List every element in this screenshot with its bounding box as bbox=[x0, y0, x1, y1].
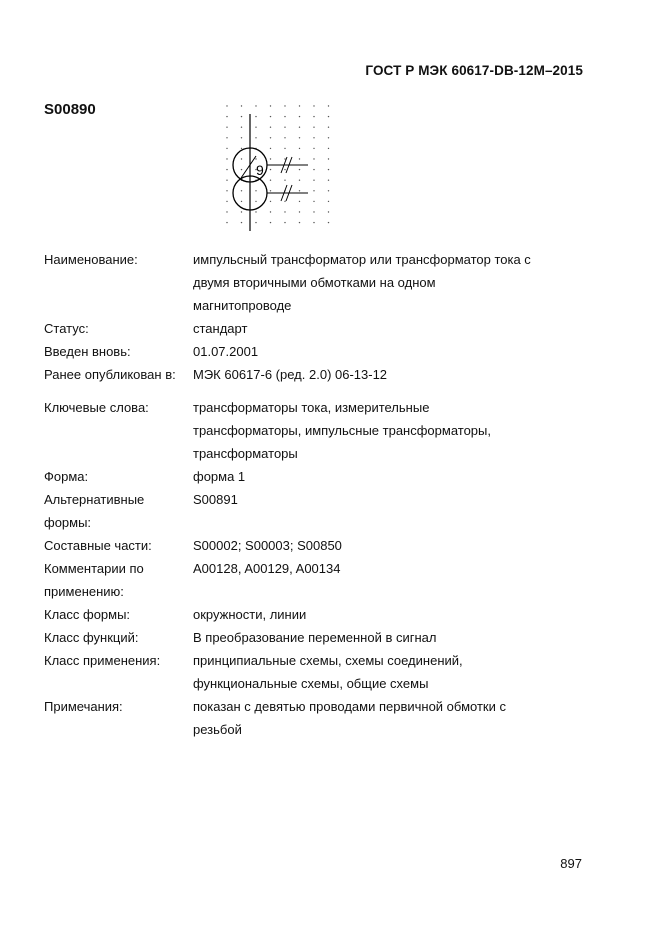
field-row bbox=[44, 363, 564, 386]
grid-dot bbox=[299, 169, 300, 170]
field-label: Класс применения: bbox=[44, 653, 161, 668]
grid-dot bbox=[299, 222, 300, 223]
field-value: В преобразование переменной в сигнал bbox=[193, 630, 437, 645]
grid-dot bbox=[255, 137, 256, 138]
grid-dot bbox=[328, 201, 329, 202]
grid-dot bbox=[284, 211, 285, 212]
grid-dot bbox=[299, 211, 300, 212]
grid-dot bbox=[226, 116, 227, 117]
field-row bbox=[44, 603, 564, 626]
grid-dot bbox=[284, 222, 285, 223]
field-label: Форма: bbox=[44, 469, 89, 484]
grid-dot bbox=[313, 127, 314, 128]
grid-dot bbox=[241, 201, 242, 202]
grid-dot bbox=[255, 201, 256, 202]
grid-dot bbox=[284, 105, 285, 106]
grid-dot bbox=[226, 180, 227, 181]
grid-dot bbox=[313, 116, 314, 117]
grid-dot bbox=[255, 222, 256, 223]
grid-dot bbox=[241, 148, 242, 149]
grid-dot bbox=[270, 211, 271, 212]
field-value: трансформаторы тока, измерительные трансформаторы, импульсные трансформаторы, трансформаторы bbox=[193, 400, 491, 461]
grid-dot bbox=[328, 222, 329, 223]
field-value: показан с девятью проводами первичной обмотки с резьбой bbox=[193, 699, 506, 737]
grid-dot bbox=[313, 158, 314, 159]
grid-dot bbox=[270, 190, 271, 191]
grid-dot bbox=[255, 211, 256, 212]
grid-dot bbox=[328, 211, 329, 212]
grid-dot bbox=[313, 105, 314, 106]
grid-dot bbox=[284, 180, 285, 181]
field-label: Наименование: bbox=[44, 252, 138, 267]
field-value: стандарт bbox=[193, 321, 248, 336]
grid-dot bbox=[241, 158, 242, 159]
grid-dot bbox=[328, 116, 329, 117]
grid-dot bbox=[255, 127, 256, 128]
grid-dot bbox=[270, 137, 271, 138]
grid-dot bbox=[241, 116, 242, 117]
field-row bbox=[44, 488, 564, 534]
grid-dot bbox=[328, 137, 329, 138]
grid-dot bbox=[226, 169, 227, 170]
grid-dot bbox=[255, 116, 256, 117]
field-row bbox=[44, 465, 564, 488]
grid-dot bbox=[299, 201, 300, 202]
grid-dot bbox=[313, 180, 314, 181]
grid-dot bbox=[313, 190, 314, 191]
grid-dot bbox=[328, 180, 329, 181]
grid-dot bbox=[313, 169, 314, 170]
field-label: Введен вновь: bbox=[44, 344, 131, 359]
grid-dot bbox=[270, 158, 271, 159]
field-row bbox=[44, 557, 564, 603]
grid-dot bbox=[313, 148, 314, 149]
field-value: МЭК 60617-6 (ред. 2.0) 06-13-12 bbox=[193, 367, 388, 382]
field-label: Примечания: bbox=[44, 699, 123, 714]
field-list bbox=[44, 248, 564, 741]
grid-dot bbox=[328, 158, 329, 159]
grid-dot bbox=[328, 190, 329, 191]
grid-dot bbox=[241, 105, 242, 106]
field-row bbox=[44, 626, 564, 649]
grid-dot bbox=[299, 148, 300, 149]
grid-dot bbox=[284, 148, 285, 149]
grid-dot bbox=[270, 201, 271, 202]
grid-dot bbox=[226, 158, 227, 159]
field-row bbox=[44, 248, 564, 317]
transformer-symbol bbox=[222, 100, 332, 240]
grid-dot bbox=[226, 201, 227, 202]
field-value: импульсный трансформатор или трансформатор тока с двумя вторичными обмотками на одном магнитопроводе bbox=[193, 252, 531, 313]
grid-dot bbox=[284, 201, 285, 202]
grid-dot bbox=[270, 180, 271, 181]
page-number: 897 bbox=[560, 856, 582, 871]
field-value: окружности, линии bbox=[193, 607, 307, 622]
grid-dot bbox=[284, 127, 285, 128]
field-label: Класс формы: bbox=[44, 607, 131, 622]
field-value: 01.07.2001 bbox=[193, 344, 259, 359]
winding-count-mark: 9 bbox=[256, 162, 264, 178]
grid-dot bbox=[270, 148, 271, 149]
field-row bbox=[44, 340, 564, 363]
field-label: Ранее опубликован в: bbox=[44, 367, 176, 382]
field-row bbox=[44, 317, 564, 340]
grid-dot bbox=[226, 148, 227, 149]
grid-dot bbox=[313, 201, 314, 202]
grid-dot bbox=[255, 190, 256, 191]
field-value: принципиальные схемы, схемы соединений, функциональные схемы, общие схемы bbox=[193, 653, 463, 691]
field-label: Ключевые слова: bbox=[44, 400, 149, 415]
field-label: Комментарии по применению: bbox=[44, 561, 144, 599]
grid-dot bbox=[226, 127, 227, 128]
grid-dot bbox=[255, 105, 256, 106]
grid-dot bbox=[255, 158, 256, 159]
grid-dot bbox=[226, 211, 227, 212]
winding-count-slash bbox=[241, 156, 256, 178]
grid-dot bbox=[299, 180, 300, 181]
grid-dot bbox=[241, 211, 242, 212]
grid-dot bbox=[226, 222, 227, 223]
grid-dot bbox=[328, 169, 329, 170]
field-row bbox=[44, 396, 564, 465]
grid-dot bbox=[241, 222, 242, 223]
grid-dot bbox=[284, 137, 285, 138]
grid-dot bbox=[284, 116, 285, 117]
grid-dot bbox=[299, 158, 300, 159]
grid-dot bbox=[241, 190, 242, 191]
grid-dot bbox=[241, 169, 242, 170]
grid-dot bbox=[270, 127, 271, 128]
grid-dot bbox=[226, 105, 227, 106]
grid-dot bbox=[313, 211, 314, 212]
document-standard-header: ГОСТ Р МЭК 60617-DB-12M–2015 bbox=[365, 63, 583, 78]
grid-dot bbox=[226, 190, 227, 191]
grid-dot bbox=[299, 137, 300, 138]
grid-dot bbox=[270, 169, 271, 170]
field-row bbox=[44, 534, 564, 557]
field-label: Составные части: bbox=[44, 538, 152, 553]
transformer-symbol-drawing bbox=[222, 100, 332, 235]
symbol-code: S00890 bbox=[44, 101, 96, 118]
grid-dot bbox=[313, 137, 314, 138]
field-label: Альтернативные формы: bbox=[44, 492, 145, 530]
grid-dot bbox=[299, 105, 300, 106]
grid-dot bbox=[299, 190, 300, 191]
field-value: A00128, A00129, A00134 bbox=[193, 561, 341, 576]
field-row bbox=[44, 649, 564, 695]
grid-dot bbox=[226, 137, 227, 138]
field-label: Класс функций: bbox=[44, 630, 139, 645]
field-value: форма 1 bbox=[193, 469, 246, 484]
grid-dot bbox=[299, 127, 300, 128]
grid-dot bbox=[299, 116, 300, 117]
grid-dot bbox=[284, 169, 285, 170]
grid-dot bbox=[241, 127, 242, 128]
field-label: Статус: bbox=[44, 321, 89, 336]
grid-dot bbox=[270, 116, 271, 117]
field-value: S00891 bbox=[193, 492, 238, 507]
grid-dot bbox=[328, 127, 329, 128]
grid-dot bbox=[328, 148, 329, 149]
field-value: S00002; S00003; S00850 bbox=[193, 538, 342, 553]
field-row bbox=[44, 695, 564, 741]
grid-dot bbox=[328, 105, 329, 106]
grid-dot bbox=[284, 158, 285, 159]
grid-dot bbox=[270, 222, 271, 223]
grid-dot bbox=[270, 105, 271, 106]
grid-dot bbox=[313, 222, 314, 223]
grid-dot bbox=[241, 137, 242, 138]
